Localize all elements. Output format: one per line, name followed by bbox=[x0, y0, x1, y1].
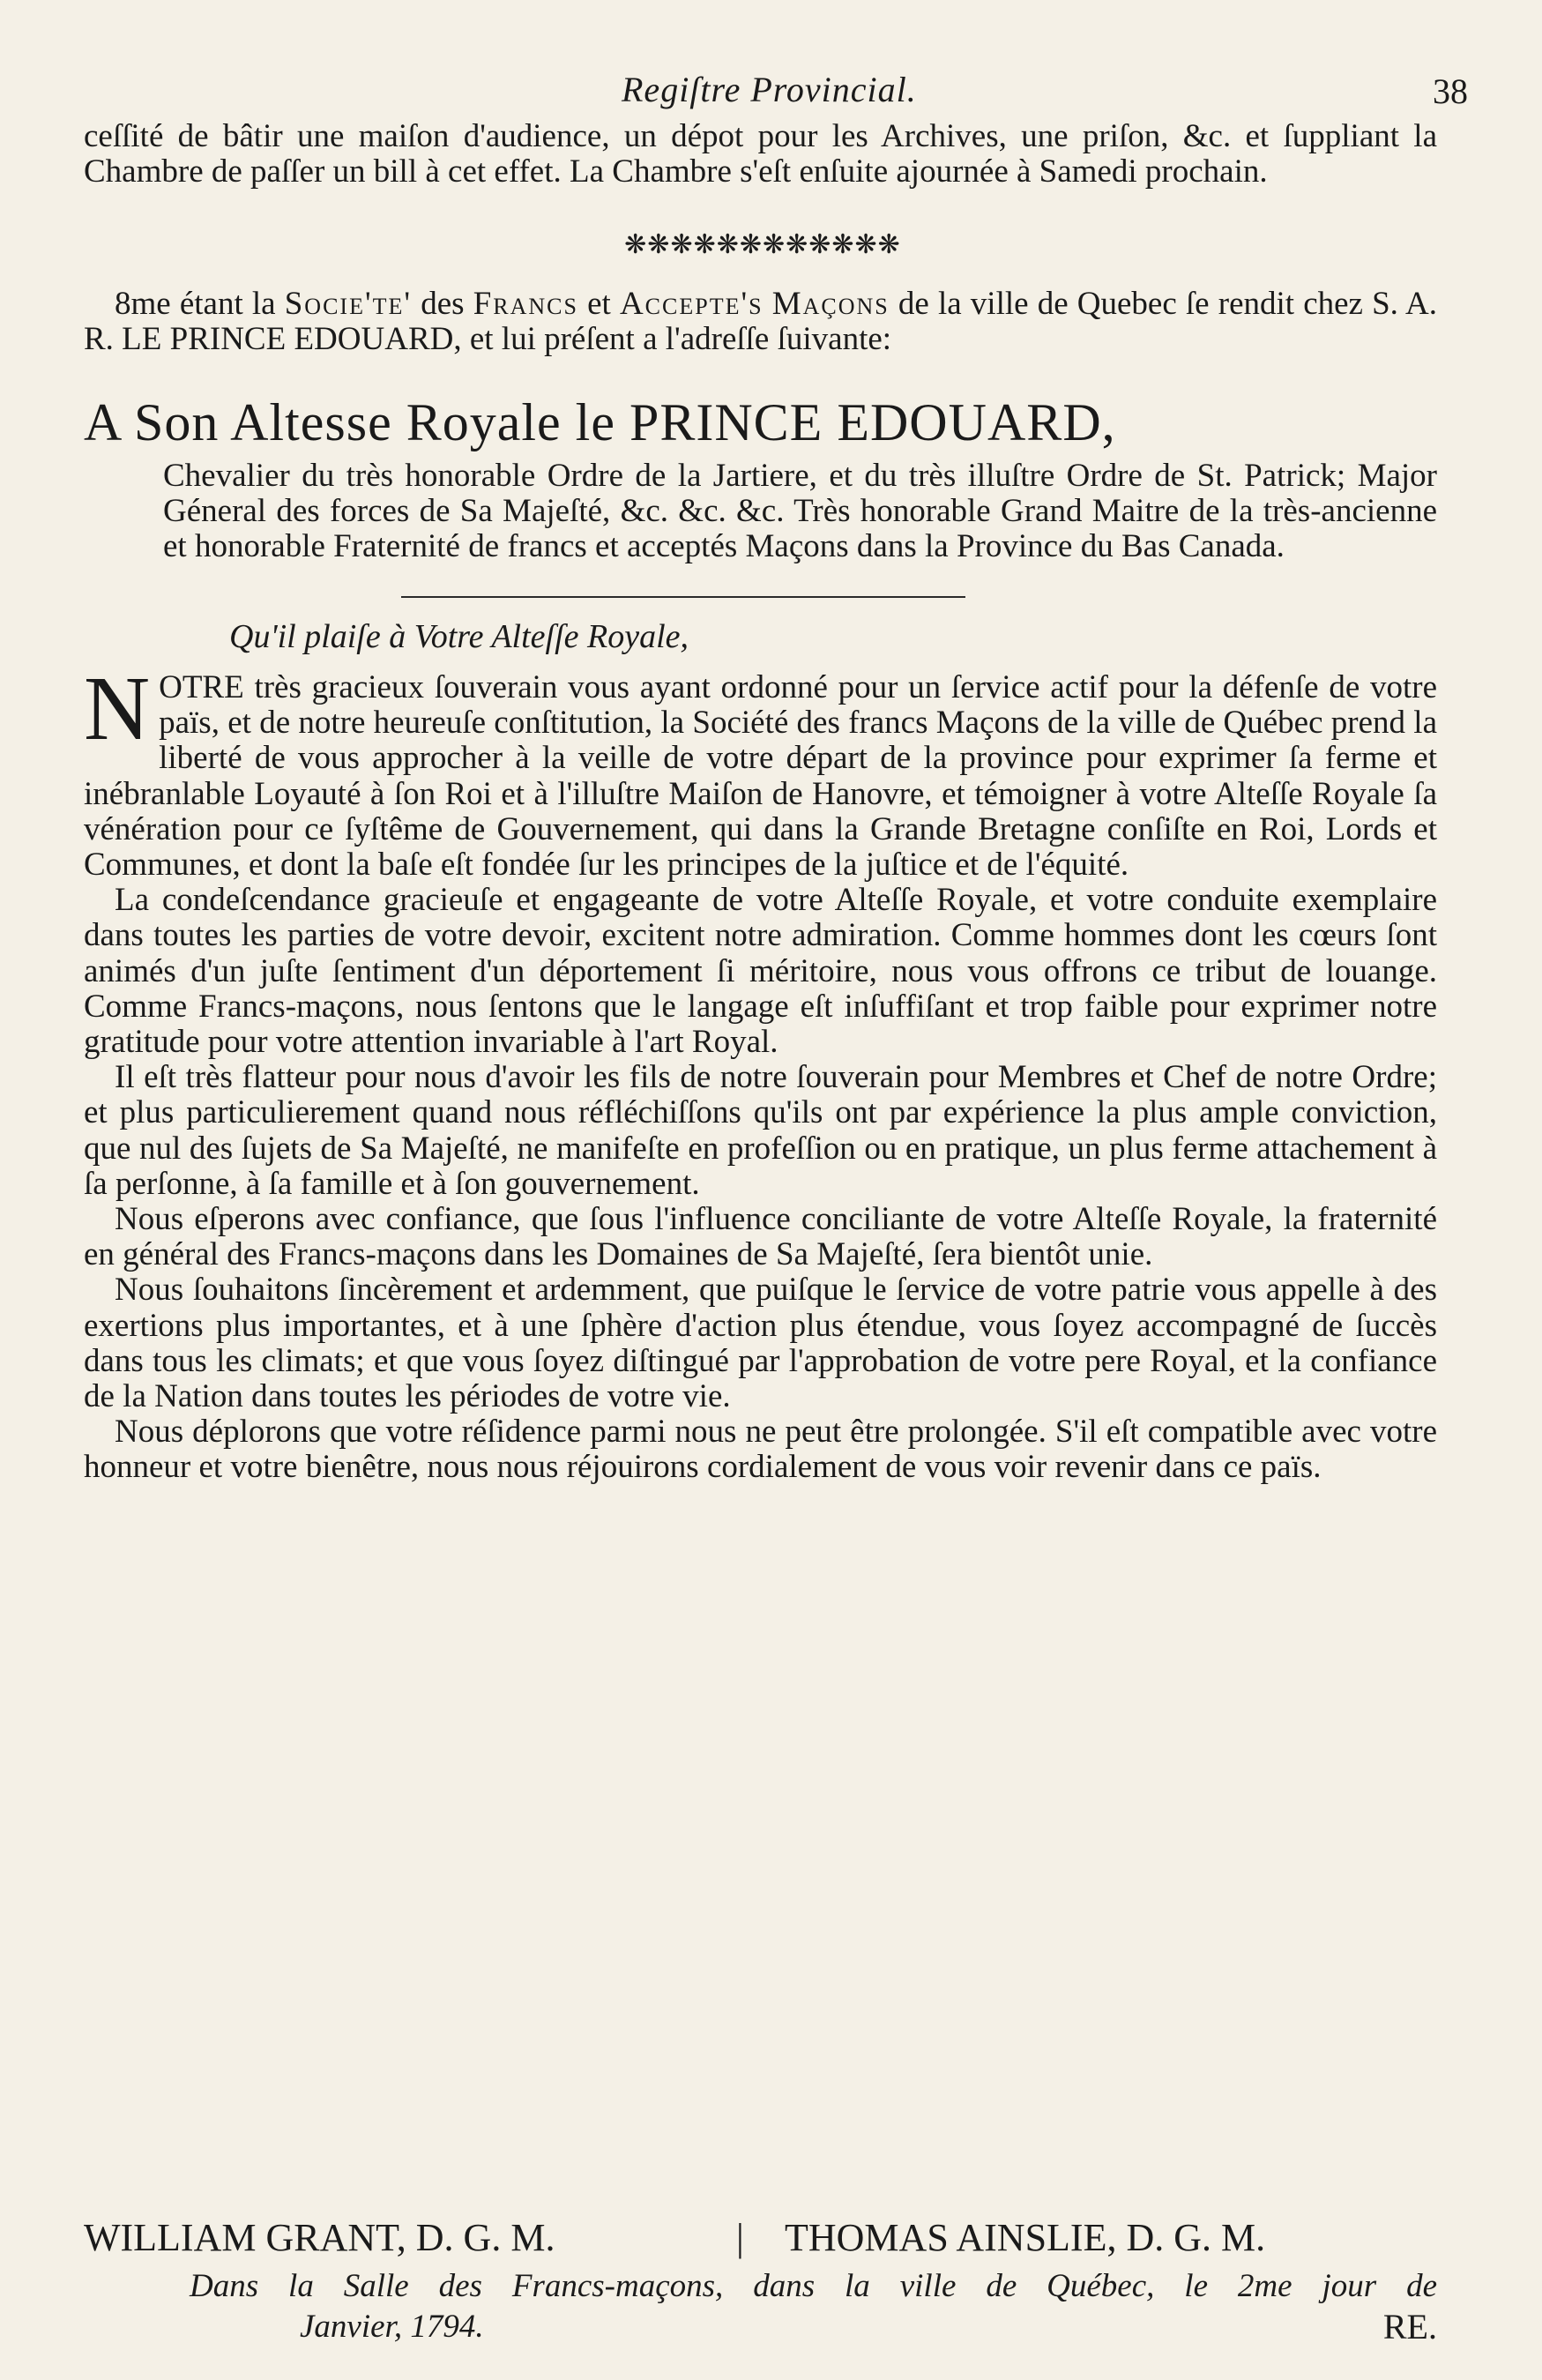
meeting-text-4 bbox=[764, 286, 772, 322]
page-number: 38 bbox=[1433, 71, 1468, 111]
dateline-place: Dans la Salle des Francs-maçons, dans la ville de Québec, le 2me jour de bbox=[190, 2268, 1437, 2304]
address-paragraph: Nous eſperons avec confiance, que ſous l'influence conciliante de votre Alteſſe Royale, la fraternité en général des Francs-maçons dans les Domaines de Sa Majeſté, ſera bientôt unie. bbox=[84, 1201, 1437, 1273]
running-title: Regiſtre Provincial. bbox=[622, 70, 917, 109]
signature-separator: | bbox=[736, 2216, 744, 2259]
separator-rule bbox=[401, 596, 965, 598]
address-paragraph: La condeſcendance gracieuſe et engageante de votre Alteſſe Royale, et votre conduite exemplaire dans toutes les parties de votre devoir, excitent notre admiration. Comme hommes dont les cœurs ſont animés d'un juſte ſentiment d'un déportement ſi méritoire, nous vous offrons ce tribut de louange. Comme Francs-maçons, nous ſentons que le langage eſt inſuffiſant et trop faible pour exprimer notre gratitude pour votre attention invariable à l'art Royal. bbox=[84, 882, 1437, 1061]
address-paragraph: OTRE très gracieux ſouverain vous ayant ordonné pour un ſervice actif pour la défenſe de votre païs, et de notre heureuſe conſtitution, la Société des francs Maçons de la ville de Québec prend la liberté de vous approcher à la veille de votre départ de la province pour exprimer ſa ferme et inébranlable Loyauté à ſon Roi et à l'illuſtre Maiſon de Hanovre, et témoigner à votre Alteſſe Royale ſa vénération pour ce ſyſtême de Gouvernement, qui dans la Grande Bretagne conſiſte en Roi, Lords et Communes, et dont la baſe eſt fondée ſur les principes de la juſtice et de l'équité. bbox=[84, 669, 1437, 884]
address-paragraph: Nous déplorons que votre réſidence parmi nous ne peut être prolongée. S'il eſt compatible avec votre honneur et votre bienêtre, nous nous réjouirons cordialement de vous voir revenir dans ce païs. bbox=[84, 1414, 1437, 1486]
signature-right: THOMAS AINSLIE, D. G. M. bbox=[785, 2216, 1266, 2259]
meeting-acceptes: Accepte's bbox=[619, 286, 764, 322]
drop-cap: N bbox=[84, 658, 151, 759]
intro-paragraph: ceſſité de bâtir une maiſon d'audience, un dépot pour les Archives, une priſon, &c. et ſuppliant la Chambre de paſſer un bill à cet effet. La Chambre s'eſt enſuite ajournée à Samedi prochain. bbox=[84, 118, 1437, 190]
ornament-divider: ❋❋❋❋❋❋❋❋❋❋❋❋ bbox=[624, 229, 901, 260]
address-paragraph: Il eſt très flatteur pour nous d'avoir les fils de notre ſouverain pour Membres et Chef de notre Ordre; et plus particulierement quand nous réfléchiſſons qu'ils ont par expérience la plus ample conviction, que nul des ſujets de Sa Majeſté, ne manifeſte en profeſſion ou en pratique, un plus ferme attachement à ſa perſonne, à ſa famille et à ſon gouvernement. bbox=[84, 1059, 1437, 1202]
dateline-year: Janvier, 1794. bbox=[300, 2309, 484, 2345]
address-paragraph: Nous ſouhaitons ſincèrement et ardemment, que puiſque le ſervice de votre patrie vous appelle à des exertions plus importantes, et à une ſphère d'action plus étendue, vous ſoyez accompagné de ſuccès dans tous les climats; et que vous ſoyez diſtingué par l'approbation de votre pere Royal, et la confiance de la Nation dans toutes les périodes de votre vie. bbox=[84, 1272, 1437, 1415]
meeting-text-5: de la ville de Quebec ſe rendit chez S. A. R. LE PRINCE EDOUARD, et lui préſent a l'adreſſe ſuivante: bbox=[84, 286, 1437, 357]
address-body bbox=[84, 658, 1437, 1486]
meeting-society: Socie'te' bbox=[284, 286, 413, 322]
meeting-text-1: 8me étant la bbox=[115, 286, 285, 322]
address-heading: A Son Altesse Royale le PRINCE EDOUARD, bbox=[84, 393, 1116, 451]
meeting-paragraph bbox=[84, 287, 1437, 357]
document-page bbox=[84, 62, 1468, 2346]
dateline-second-line bbox=[190, 2307, 1437, 2347]
dateline bbox=[190, 2266, 1437, 2347]
meeting-macons: Maçons bbox=[771, 286, 890, 322]
signature-left: WILLIAM GRANT, D. G. M. bbox=[84, 2216, 555, 2259]
address-styles: Chevalier du très honorable Ordre de la Jartiere, et du très illuſtre Ordre de St. Patrick; Major Géneral des forces de Sa Majeſté, &c. &c. &c. Très honorable Grand Maitre de la très-ancienne et honorable Fraternité de francs et acceptés Maçons dans la Province du Bas Canada. bbox=[163, 458, 1437, 564]
salutation: Qu'il plaiſe à Votre Alteſſe Royale, bbox=[229, 618, 689, 655]
dateline-initials: RE. bbox=[1382, 2307, 1437, 2346]
meeting-francs: Francs bbox=[473, 286, 578, 322]
meeting-text-3: et bbox=[577, 286, 620, 322]
meeting-text-2: des bbox=[412, 286, 473, 322]
